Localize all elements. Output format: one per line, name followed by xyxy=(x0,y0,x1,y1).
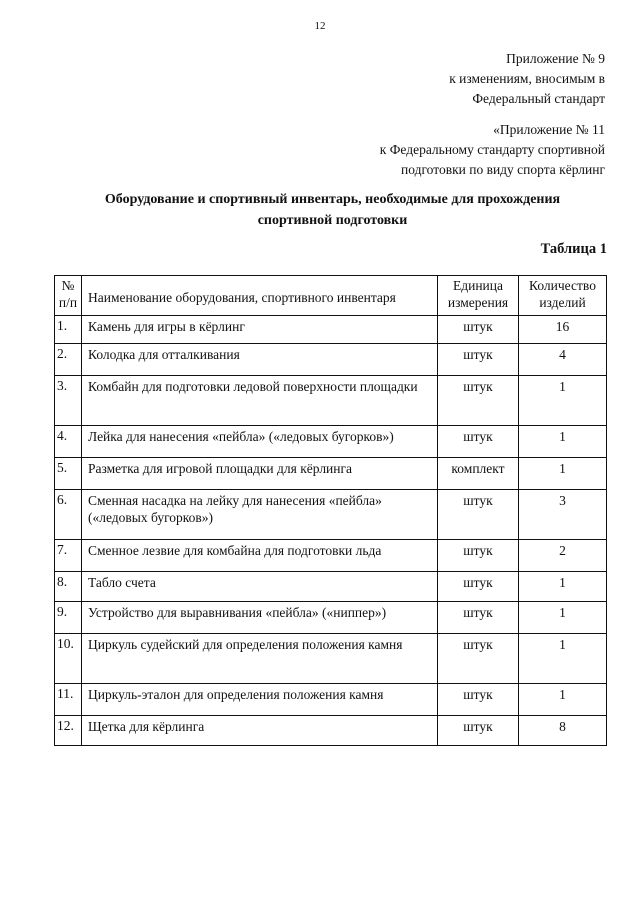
row-unit: штук xyxy=(438,572,519,602)
table-header-row xyxy=(55,276,607,316)
header-num: № п/п xyxy=(55,276,82,316)
table-row xyxy=(55,458,607,490)
row-name: Табло счета xyxy=(82,572,438,602)
row-name: Разметка для игровой площадки для кёрлинга xyxy=(82,458,438,490)
row-unit: комплект xyxy=(438,458,519,490)
header-qty: Количество изделий xyxy=(519,276,607,316)
table-body xyxy=(55,316,607,746)
sub-appendix-line: подготовки по виду спорта кёрлинг xyxy=(401,162,605,177)
table-label: Таблица 1 xyxy=(540,241,607,257)
sub-appendix-header xyxy=(380,120,605,180)
sub-appendix-line: к Федеральному стандарту спортивной xyxy=(379,142,605,157)
row-unit: штук xyxy=(438,316,519,344)
row-name: Комбайн для подготовки ледовой поверхности площадки xyxy=(82,376,438,426)
row-unit: штук xyxy=(438,426,519,458)
row-quantity: 1 xyxy=(519,458,607,490)
row-name: Камень для игры в кёрлинг xyxy=(82,316,438,344)
table-row xyxy=(55,540,607,572)
row-number: 5. xyxy=(55,458,82,490)
row-number: 6. xyxy=(55,490,82,540)
appendix-line: Федеральный стандарт xyxy=(472,91,605,106)
row-unit: штук xyxy=(438,684,519,716)
row-name: Щетка для кёрлинга xyxy=(82,716,438,746)
document-title xyxy=(60,189,605,231)
table-row xyxy=(55,376,607,426)
row-quantity: 1 xyxy=(519,572,607,602)
equipment-table xyxy=(54,275,607,746)
row-unit: штук xyxy=(438,376,519,426)
page-number: 12 xyxy=(314,20,326,32)
row-quantity: 1 xyxy=(519,634,607,684)
appendix-line: к изменениям, вносимым в xyxy=(449,71,605,86)
row-number: 11. xyxy=(55,684,82,716)
row-unit: штук xyxy=(438,716,519,746)
row-quantity: 3 xyxy=(519,490,607,540)
row-number: 10. xyxy=(55,634,82,684)
row-quantity: 4 xyxy=(519,344,607,376)
row-unit: штук xyxy=(438,344,519,376)
row-quantity: 1 xyxy=(519,426,607,458)
appendix-line: Приложение № 9 xyxy=(506,51,605,66)
row-name: Циркуль судейский для определения положения камня xyxy=(82,634,438,684)
row-name: Сменная насадка на лейку для нанесения «пейбла» («ледовых бугорков») xyxy=(82,490,438,540)
table-row xyxy=(55,684,607,716)
header-unit: Единица измерения xyxy=(438,276,519,316)
table-row xyxy=(55,426,607,458)
table-row xyxy=(55,572,607,602)
appendix-header xyxy=(449,49,605,109)
header-name: Наименование оборудования, спортивного инвентаря xyxy=(82,276,438,316)
row-number: 2. xyxy=(55,344,82,376)
row-number: 7. xyxy=(55,540,82,572)
row-quantity: 2 xyxy=(519,540,607,572)
table-row xyxy=(55,490,607,540)
row-quantity: 1 xyxy=(519,684,607,716)
table-row xyxy=(55,634,607,684)
title-line: Оборудование и спортивный инвентарь, необходимые для прохождения xyxy=(104,192,561,207)
title-line: спортивной подготовки xyxy=(257,213,408,228)
table-row xyxy=(55,344,607,376)
row-number: 9. xyxy=(55,602,82,634)
row-unit: штук xyxy=(438,602,519,634)
table-row xyxy=(55,602,607,634)
row-quantity: 8 xyxy=(519,716,607,746)
row-name: Колодка для отталкивания xyxy=(82,344,438,376)
row-number: 12. xyxy=(55,716,82,746)
table-row xyxy=(55,716,607,746)
row-name: Устройство для выравнивания «пейбла» («ниппер») xyxy=(82,602,438,634)
row-unit: штук xyxy=(438,634,519,684)
row-name: Циркуль-эталон для определения положения камня xyxy=(82,684,438,716)
row-name: Сменное лезвие для комбайна для подготовки льда xyxy=(82,540,438,572)
row-unit: штук xyxy=(438,490,519,540)
row-quantity: 16 xyxy=(519,316,607,344)
row-number: 8. xyxy=(55,572,82,602)
row-quantity: 1 xyxy=(519,602,607,634)
row-unit: штук xyxy=(438,540,519,572)
row-number: 4. xyxy=(55,426,82,458)
table-row xyxy=(55,316,607,344)
sub-appendix-line: «Приложение № 11 xyxy=(493,122,605,137)
row-number: 3. xyxy=(55,376,82,426)
row-name: Лейка для нанесения «пейбла» («ледовых бугорков») xyxy=(82,426,438,458)
row-quantity: 1 xyxy=(519,376,607,426)
row-number: 1. xyxy=(55,316,82,344)
